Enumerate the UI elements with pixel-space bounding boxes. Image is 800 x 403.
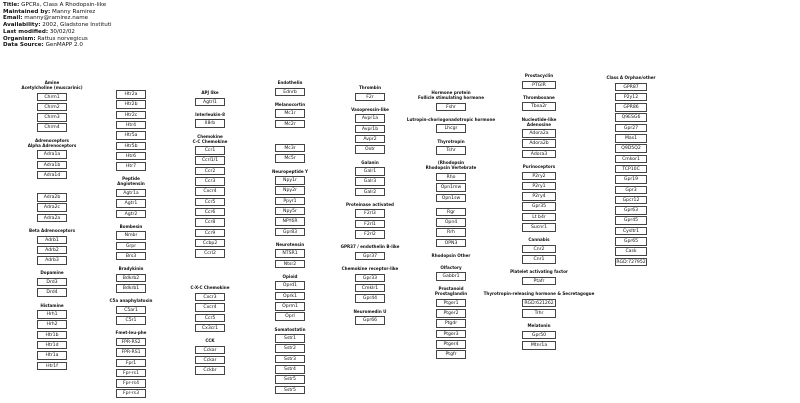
group-label: Thromboxane	[523, 94, 555, 100]
group-label: Chemokine C-C Chemokine	[192, 133, 228, 144]
gene-box[interactable]: Q9ESG6	[615, 113, 647, 122]
gene-box[interactable]: Bdkrb1	[116, 284, 146, 293]
gene-box[interactable]: Galr3	[355, 177, 385, 186]
gene-box[interactable]: Gpr3	[615, 186, 647, 195]
gene-box[interactable]: Oprm1	[275, 302, 305, 311]
group-label: C-X-C Chemokine	[190, 285, 230, 291]
gene-box[interactable]: Galr2	[355, 188, 385, 197]
group-label: Platelet activating factor	[510, 269, 568, 275]
gene-box[interactable]: Npy2r	[275, 186, 305, 195]
group-label: Thyrotropin	[437, 138, 465, 144]
gene-box[interactable]: Trhr	[522, 309, 556, 318]
gene-box[interactable]: Gpr33	[355, 274, 385, 283]
group-label: Somatostatin	[274, 326, 306, 332]
gene-box[interactable]: Ccr8	[195, 218, 225, 227]
gene-box[interactable]: Nmbr	[116, 231, 146, 240]
gene-box[interactable]: Ptger1	[436, 299, 466, 308]
gene-box[interactable]: Ccrl1/1	[195, 156, 225, 165]
gene-box[interactable]: Sstr1	[275, 334, 305, 343]
gene-box[interactable]: Ccrl2	[195, 249, 225, 258]
group-label: Peptide Angiotensin	[117, 176, 145, 187]
group-label: Amine Acetylcholine (muscarinic)	[21, 80, 83, 90]
gene-box[interactable]: Gpr63	[615, 206, 647, 215]
gene-box[interactable]: Oprl	[275, 312, 305, 321]
group-label: Proteinase activated	[346, 201, 394, 207]
gene-box[interactable]: Tbxa2r	[522, 102, 556, 111]
group-label: Olfactory	[440, 264, 462, 270]
gene-box[interactable]: Adra2a	[37, 214, 67, 223]
gene-box[interactable]: Gpr45	[615, 216, 647, 225]
gene-box[interactable]: Oxtr	[355, 145, 385, 154]
group-label: Adrenoceptors Alpha Adrenoceptors	[27, 137, 77, 148]
gene-box[interactable]: NTSR1	[275, 249, 305, 258]
group-label: Opioid	[282, 273, 298, 279]
gene-box[interactable]: TCP10C	[615, 165, 647, 174]
gene-box[interactable]: Lt b4r	[522, 213, 556, 222]
gene-box[interactable]: Oprd1	[275, 281, 305, 290]
gene-box[interactable]: Ccr1	[195, 146, 225, 155]
group-label: Rhodopsin Other	[431, 253, 471, 258]
gene-box[interactable]: Adrb1	[37, 236, 67, 245]
gene-box[interactable]: Adora3	[522, 150, 556, 159]
gene-box[interactable]: Htr5b	[116, 142, 146, 151]
availability: 2002, Gladstone Instituti	[42, 22, 112, 29]
gene-box[interactable]: Gpr50	[522, 331, 556, 340]
title-label: Title:	[3, 2, 20, 8]
gene-box[interactable]: Htr5a	[116, 131, 146, 140]
source-label: Data Source:	[3, 42, 44, 49]
gene-box[interactable]: P2ry1	[522, 182, 556, 191]
gene-box[interactable]: Rrh	[436, 228, 466, 237]
gene-box[interactable]: Ccr5	[195, 198, 225, 207]
group-label: Prostacyclin	[524, 73, 554, 78]
gene-box[interactable]: Htr2a	[116, 90, 146, 99]
gene-box[interactable]: Ptafr	[522, 277, 556, 286]
gene-box[interactable]: Ednrb	[275, 88, 305, 97]
group-label: Dopamine	[40, 270, 64, 276]
gene-box[interactable]: Gpr37	[355, 252, 385, 261]
maintainer: Manny Ramirez	[52, 8, 96, 15]
gene-box[interactable]: Grpr	[116, 242, 146, 251]
group-label: Cannabis	[528, 237, 550, 243]
gene-box[interactable]: Fpr-rs4	[116, 379, 146, 388]
gene-box[interactable]: Htr1b	[37, 331, 67, 340]
last-modified: 30/02/02	[49, 28, 75, 35]
gene-box[interactable]: Cask	[615, 247, 647, 256]
group-label: Neuropeptide Y	[271, 168, 309, 174]
gene-box[interactable]: Ccr6	[195, 208, 225, 217]
gene-box[interactable]: Htr6	[116, 152, 146, 161]
gene-box[interactable]: Mtnr1a	[522, 341, 556, 350]
gene-box[interactable]: Gpr83	[275, 228, 305, 237]
gene-box[interactable]: Sucnr1	[522, 223, 556, 232]
gene-box[interactable]: Rho	[436, 173, 466, 182]
gene-box[interactable]: Ccr9	[195, 229, 225, 238]
gene-box[interactable]: Adora2b	[522, 139, 556, 148]
gene-box[interactable]: Chrm3	[37, 113, 67, 122]
group-label: Vasopressin-like	[351, 106, 389, 112]
gene-box[interactable]: Opn1mw	[436, 183, 466, 192]
gene-box[interactable]: Mc3r	[275, 144, 305, 153]
availability-label: Availability:	[3, 22, 41, 29]
gene-box[interactable]: Agtrl1	[195, 98, 225, 107]
gene-box[interactable]: Ccbp2	[195, 239, 225, 248]
group-label: Hormone protein Follicle stimulating hormone	[418, 90, 484, 100]
gene-box[interactable]: Sstr5	[275, 375, 305, 384]
gene-box[interactable]: Adora2a	[522, 129, 556, 138]
gene-box[interactable]: Mc2r	[275, 120, 305, 129]
gene-box[interactable]: Ptgfr	[436, 350, 466, 359]
gene-box[interactable]: Adra1a	[37, 150, 67, 159]
group-label: Nucleotide-like Adenosine	[521, 116, 557, 127]
gene-box[interactable]: Gpcr12	[615, 196, 647, 205]
group-label: Bombesin	[119, 223, 143, 229]
gene-box[interactable]: Adra2c	[37, 203, 67, 212]
group-label: Lutropin-choriogonadotropic hormone	[406, 116, 496, 122]
gene-box[interactable]: PTGIR	[522, 81, 556, 90]
gene-box[interactable]: P2y12	[615, 93, 647, 102]
gene-box[interactable]: GPR87	[615, 83, 647, 92]
gene-box[interactable]: Gpr35	[522, 202, 556, 211]
gene-box[interactable]: Sstr2	[275, 344, 305, 353]
gene-box[interactable]: Fpr-rs3	[116, 389, 146, 398]
group-label: Bradykinin	[118, 266, 144, 272]
gene-box[interactable]: C5ar1	[116, 306, 146, 315]
gene-box[interactable]: Gpr19	[615, 175, 647, 184]
data-source: GenMAPP 2.0	[45, 42, 83, 49]
gene-box[interactable]: Tshr	[436, 146, 466, 155]
gene-box[interactable]: Adra1b	[37, 161, 67, 170]
gene-box[interactable]: C5r1	[116, 316, 146, 325]
gene-box[interactable]: Cysltr1	[615, 227, 647, 236]
gene-box[interactable]: Ptger4	[436, 340, 466, 349]
gene-box[interactable]: P2ry4	[522, 192, 556, 201]
gene-box[interactable]: Gpr66	[355, 316, 385, 325]
gene-box[interactable]: Sstr3	[275, 355, 305, 364]
modified-label: Last modified:	[3, 28, 49, 35]
group-label: APJ like	[201, 90, 219, 95]
gene-box[interactable]: Chrm4	[37, 123, 67, 132]
gene-box[interactable]: Cckar	[195, 346, 225, 355]
gene-box[interactable]: Lhcgr	[436, 124, 466, 133]
gene-box[interactable]: Cx3cr1	[195, 324, 225, 333]
gene-box[interactable]: F2rl1	[355, 220, 385, 229]
gene-box[interactable]: Hrh1	[37, 310, 67, 319]
gene-box[interactable]: Cmklr1	[355, 284, 385, 293]
group-label: Thyrotropin-releasing hormone & Secretagogue	[483, 291, 595, 297]
gene-box[interactable]: OPN3	[436, 239, 466, 248]
group-label: Melanocortin	[274, 101, 306, 107]
gene-box[interactable]: Htr1a	[37, 351, 67, 360]
gene-box[interactable]: Htr1f	[37, 362, 67, 371]
group-label: (Rhodopsin Rhodopsin Vertebrate	[425, 160, 477, 171]
gene-box[interactable]: Ccr2	[195, 167, 225, 176]
gene-box[interactable]: Avpr2	[355, 135, 385, 144]
gene-box[interactable]: Ccr3	[195, 177, 225, 186]
organism: Rattus norvegicus	[37, 35, 88, 42]
gene-box[interactable]: Npy5r	[275, 207, 305, 216]
gene-box[interactable]: Fpr-rs1	[116, 369, 146, 378]
gene-box[interactable]: Cxcr4	[195, 187, 225, 196]
gene-box[interactable]: Ptger2	[436, 309, 466, 318]
gene-box[interactable]: Sstr5	[275, 386, 305, 395]
gene-box[interactable]: Cckar	[195, 356, 225, 365]
gene-box[interactable]: Chrm2	[37, 103, 67, 112]
gene-box[interactable]: Gpr65	[615, 237, 647, 246]
gene-box[interactable]: Cxcr3	[195, 293, 225, 302]
gene-box[interactable]: Fshr	[436, 103, 466, 112]
group-label: Histamine	[40, 302, 64, 308]
group-label: Chemokine receptor-like	[341, 266, 399, 272]
gene-box[interactable]: Opn4	[436, 218, 466, 227]
gene-box[interactable]: Agtr1	[116, 199, 146, 208]
gene-box[interactable]: Adra1d	[37, 171, 67, 180]
gene-box[interactable]: Mc1r	[275, 109, 305, 118]
group-label: Galanin	[361, 159, 379, 165]
gene-box[interactable]: Brs3	[116, 252, 146, 261]
gene-box[interactable]: FPR-RS2	[116, 338, 146, 347]
gene-box[interactable]: Htr2c	[116, 111, 146, 120]
gene-box[interactable]: Il8rb	[195, 119, 225, 128]
gene-box[interactable]: Chrm1	[37, 93, 67, 102]
gene-box[interactable]: Htr4	[116, 121, 146, 130]
gene-box[interactable]: F2r	[355, 93, 385, 102]
group-label: Neurotensin	[275, 241, 305, 247]
gene-box[interactable]: Oprk1	[275, 292, 305, 301]
gene-box[interactable]: Drd4	[37, 288, 67, 297]
group-label: Class A Orphan/other	[606, 75, 656, 80]
group-label: Purinoceptors	[522, 164, 556, 169]
gene-box[interactable]: P2ry2	[522, 172, 556, 181]
gene-box[interactable]: F2rl2	[355, 230, 385, 239]
gene-box[interactable]: Ptger3	[436, 330, 466, 339]
gene-box[interactable]: Gabbr1	[436, 272, 466, 281]
gene-box[interactable]: RGD:621262	[522, 299, 556, 308]
gene-box[interactable]: Avpr1a	[355, 114, 385, 123]
gene-box[interactable]: Sstr4	[275, 365, 305, 374]
gene-box[interactable]: Ptgdr	[436, 319, 466, 328]
gene-box[interactable]: Cckbr	[195, 366, 225, 375]
email: manny@ramirez.name	[24, 15, 89, 22]
gene-box[interactable]: Galr1	[355, 167, 385, 176]
gene-box[interactable]: Mc5r	[275, 154, 305, 163]
gene-box[interactable]: Ntsr2	[275, 260, 305, 269]
gene-box[interactable]: Cnr2	[522, 245, 556, 254]
group-label: Prostanoid Prostaglandin	[434, 286, 468, 297]
organism-label: Organism:	[3, 35, 36, 42]
gene-box[interactable]: Cxcr4	[195, 303, 225, 312]
gene-box[interactable]: Fpr1	[116, 359, 146, 368]
group-label: GPR37 / endothelin B-like	[340, 244, 400, 250]
gene-box[interactable]: Htr7	[116, 162, 146, 171]
gene-box[interactable]: Adrb2	[37, 246, 67, 255]
group-label: C5a anaphylatoxin	[109, 298, 153, 304]
gene-box[interactable]: Drd3	[37, 278, 67, 287]
gene-box[interactable]: Cmkor1	[615, 155, 647, 164]
gene-box[interactable]: Htr1d	[37, 341, 67, 350]
group-label: Thrombin	[358, 85, 382, 90]
group-label: Endothelin	[277, 80, 303, 85]
gene-box[interactable]: Agtr2	[116, 210, 146, 219]
gene-box[interactable]: Rgr	[436, 208, 466, 217]
email-label: Email:	[3, 15, 23, 22]
gene-box[interactable]: FPR-RS1	[116, 348, 146, 357]
gene-box[interactable]: Hrh2	[37, 320, 67, 329]
group-label: CCK	[205, 338, 215, 344]
gene-box[interactable]: Opn1sw	[436, 194, 466, 203]
group-label: Beta Adrenoceptors	[28, 228, 76, 233]
gene-box[interactable]: Avpr1b	[355, 125, 385, 134]
gene-box[interactable]: Agtr1a	[116, 189, 146, 198]
gene-box[interactable]: Adrb3	[37, 256, 67, 265]
gene-box[interactable]: Mas1	[615, 134, 647, 143]
gene-box[interactable]: RGD:727952	[616, 259, 646, 265]
gene-box[interactable]: Ccr5	[195, 314, 225, 323]
group-label: Interleukin-8	[195, 111, 225, 117]
gene-box[interactable]: Q9D5Q2	[615, 144, 647, 153]
pathway-title: GPCRs, Class A Rhodopsin-like	[21, 2, 107, 8]
gene-box[interactable]: Ppyr1	[275, 197, 305, 206]
gene-box[interactable]: Cnr1	[522, 255, 556, 264]
gene-box[interactable]: Bdkrb2	[116, 274, 146, 283]
gene-box[interactable]: Gpr44	[355, 294, 385, 303]
gene-box[interactable]: Gpr27	[615, 124, 647, 133]
maintainer-label: Maintained by:	[3, 8, 51, 15]
gene-box[interactable]: Npy1r	[275, 176, 305, 185]
group-label: Melatonin	[527, 323, 551, 329]
gene-box[interactable]: NPY6R	[275, 217, 305, 226]
gene-box[interactable]: Adra2b	[37, 193, 67, 202]
group-label: Neuromedin U	[353, 308, 387, 314]
gene-box[interactable]: Htr2b	[116, 100, 146, 109]
gene-box[interactable]: GPR86	[615, 103, 647, 112]
gene-box[interactable]: F2rl3	[355, 209, 385, 218]
group-label: Fmet-leu-phe	[115, 330, 147, 336]
